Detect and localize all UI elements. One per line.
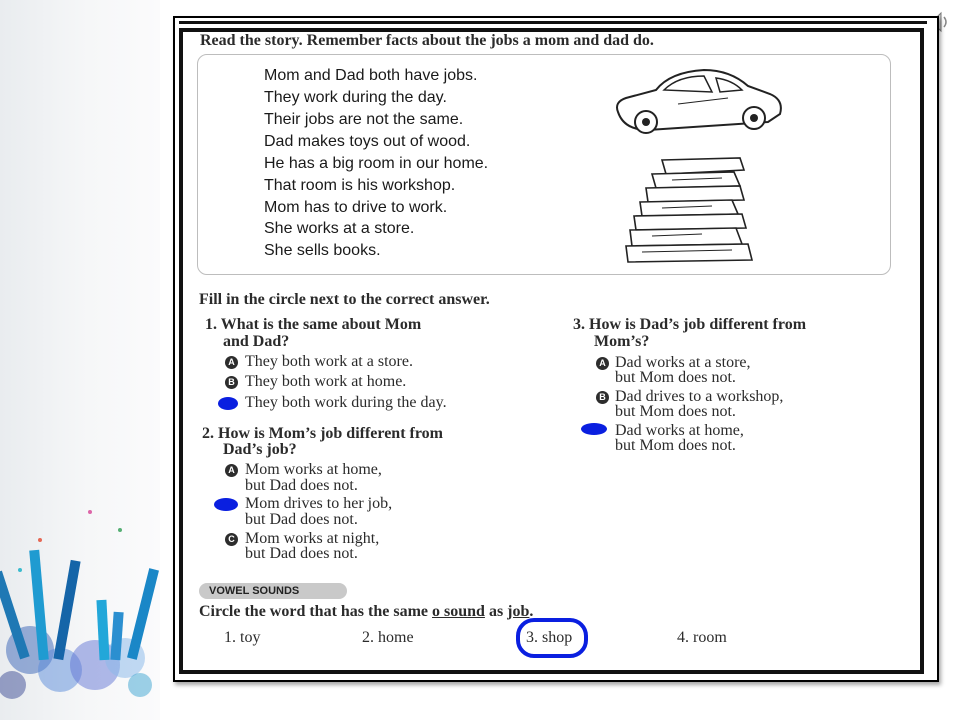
question-2-line-1: 2. How is Mom’s job different from bbox=[202, 425, 443, 442]
story-line: Their jobs are not the same. bbox=[264, 111, 464, 128]
vowel-option[interactable]: 4. room bbox=[677, 629, 727, 646]
vowel-option[interactable]: 3. shop bbox=[526, 629, 573, 646]
story-line: Mom has to drive to work. bbox=[264, 199, 448, 216]
option-text: Dad works at a store, bbox=[615, 354, 751, 371]
story-line: Mom and Dad both have jobs. bbox=[264, 67, 478, 84]
vowel-sounds-badge: VOWEL SOUNDS bbox=[199, 583, 347, 599]
option-text: but Dad does not. bbox=[245, 511, 358, 528]
story-line: That room is his workshop. bbox=[264, 177, 456, 194]
question-3-line-2: Mom’s? bbox=[594, 333, 650, 350]
question-3-line-1: 3. How is Dad’s job different from bbox=[573, 316, 807, 333]
colored-pencils-illustration bbox=[0, 500, 160, 720]
option-a-bubble[interactable]: A bbox=[225, 356, 238, 369]
underlined-o: o bbox=[432, 603, 441, 620]
vowel-instruction-text: as bbox=[484, 603, 508, 620]
toy-car-icon bbox=[608, 64, 788, 144]
option-text: They both work at a store. bbox=[245, 353, 413, 370]
option-b-bubble[interactable]: B bbox=[225, 376, 238, 389]
option-a-bubble[interactable]: A bbox=[596, 357, 609, 370]
filled-answer-mark[interactable] bbox=[581, 423, 607, 435]
circled-answer-mark bbox=[516, 618, 588, 658]
question-2-line-2: Dad’s job? bbox=[223, 441, 297, 458]
option-b-bubble[interactable]: B bbox=[596, 391, 609, 404]
fill-in-instruction: Fill in the circle next to the correct answer. bbox=[199, 291, 490, 308]
decorative-side-panel bbox=[0, 0, 160, 720]
option-text: They both work at home. bbox=[245, 373, 407, 390]
question-1-line-2: and Dad? bbox=[223, 333, 290, 350]
option-text: Dad drives to a workshop, bbox=[615, 388, 784, 405]
story-line: They work during the day. bbox=[264, 89, 447, 106]
option-text: but Mom does not. bbox=[615, 369, 736, 386]
vowel-option[interactable]: 2. home bbox=[362, 629, 414, 646]
option-text: Mom works at home, bbox=[245, 461, 382, 478]
option-text: but Dad does not. bbox=[245, 545, 358, 562]
underlined-sound: sound bbox=[440, 603, 485, 620]
option-text: Dad works at home, bbox=[615, 422, 744, 439]
option-c-bubble[interactable]: C bbox=[225, 533, 238, 546]
vowel-instruction-text: Circle the word that has the same bbox=[199, 603, 433, 620]
vowel-option[interactable]: 1. toy bbox=[224, 629, 261, 646]
stack-of-books-icon bbox=[622, 156, 762, 266]
option-text: but Mom does not. bbox=[615, 437, 736, 454]
story-line: She sells books. bbox=[264, 242, 381, 259]
filled-answer-mark[interactable] bbox=[218, 397, 238, 410]
option-a-bubble[interactable]: A bbox=[225, 464, 238, 477]
story-line: He has a big room in our home. bbox=[264, 155, 489, 172]
filled-answer-mark[interactable] bbox=[214, 498, 238, 511]
read-story-instruction: Read the story. Remember facts about the jobs a mom and dad do. bbox=[200, 32, 654, 49]
underlined-job: job bbox=[507, 603, 530, 620]
option-text: but Mom does not. bbox=[615, 403, 736, 420]
story-line: Dad makes toys out of wood. bbox=[264, 133, 471, 150]
option-text: Mom drives to her job, bbox=[245, 495, 393, 512]
question-1-line-1: 1. What is the same about Mom bbox=[205, 316, 422, 333]
vowel-instruction bbox=[199, 603, 533, 621]
option-text: but Dad does not. bbox=[245, 477, 358, 494]
top-rule bbox=[179, 21, 927, 24]
vowel-instruction-end: . bbox=[529, 603, 534, 620]
option-text: They both work during the day. bbox=[245, 394, 447, 411]
story-line: She works at a store. bbox=[264, 220, 415, 237]
option-text: Mom works at night, bbox=[245, 530, 380, 547]
